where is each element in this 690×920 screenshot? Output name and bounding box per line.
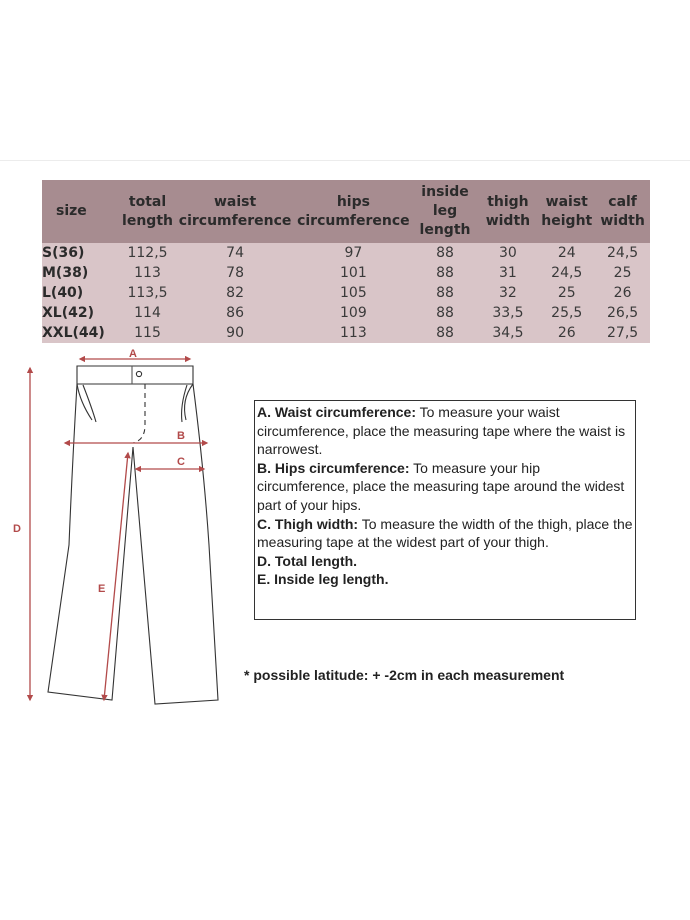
table-cell: 88 [413, 323, 478, 343]
header-waist-circumference: waist circumference [176, 180, 294, 243]
label-e: E [98, 583, 106, 595]
trousers-outline [48, 366, 218, 704]
table-cell: 34,5 [477, 323, 538, 343]
table-cell: 113 [119, 263, 176, 283]
measurement-instructions-box [254, 400, 636, 620]
trousers-measurement-diagram [0, 340, 250, 720]
table-cell: 78 [176, 263, 294, 283]
header-hips-circumference: hips circumference [294, 180, 412, 243]
header-inside-leg-length: inside leg length [413, 180, 478, 243]
instruction-b: B. Hips circumference: To measure your hip circumference, place the measuring tape around the widest part of your hips. [257, 459, 625, 513]
instruction-c: C. Thigh width: To measure the width of the thigh, place the measuring tape at the widest part of your thigh. [257, 515, 633, 551]
table-cell: 113 [294, 323, 412, 343]
table-cell: 32 [477, 283, 538, 303]
cell-size: S(36) [42, 243, 119, 263]
table-cell: 27,5 [595, 323, 650, 343]
instruction-a: A. Waist circumference: To measure your waist circumference, place the measuring tape where the waist is narrowest. [257, 404, 626, 458]
table-cell: 74 [176, 243, 294, 263]
cell-size: XXL(44) [42, 323, 119, 343]
table-cell: 101 [294, 263, 412, 283]
label-a: A [129, 348, 137, 360]
table-cell: 115 [119, 323, 176, 343]
label-c: C [177, 456, 185, 468]
table-cell: 26 [595, 283, 650, 303]
table-row [42, 263, 650, 283]
instruction-e: E. Inside leg length. [257, 571, 389, 588]
divider [0, 160, 690, 161]
table-cell: 86 [176, 303, 294, 323]
header-waist-height: waist height [538, 180, 595, 243]
table-cell: 88 [413, 283, 478, 303]
diagram-labels [13, 348, 185, 595]
table-header-row [42, 180, 650, 243]
table-row [42, 303, 650, 323]
table-cell: 88 [413, 263, 478, 283]
table-cell: 33,5 [477, 303, 538, 323]
table-cell: 24,5 [538, 263, 595, 283]
instruction-d: D. Total length. [257, 552, 358, 569]
table-cell: 90 [176, 323, 294, 343]
table-cell: 24,5 [595, 243, 650, 263]
table-cell: 109 [294, 303, 412, 323]
header-total-length: total length [119, 180, 176, 243]
table-cell: 105 [294, 283, 412, 303]
table-cell: 112,5 [119, 243, 176, 263]
table-cell: 24 [538, 243, 595, 263]
tolerance-note: * possible latitude: + -2cm in each measurement [244, 667, 565, 683]
header-calf-width: calf width [595, 180, 650, 243]
header-thigh-width: thigh width [477, 180, 538, 243]
table-row [42, 243, 650, 263]
label-b: B [177, 430, 185, 442]
cell-size: L(40) [42, 283, 119, 303]
table-cell: 25,5 [538, 303, 595, 323]
table-cell: 31 [477, 263, 538, 283]
table-cell: 82 [176, 283, 294, 303]
table-row [42, 283, 650, 303]
header-size: size [42, 180, 119, 243]
table-cell: 114 [119, 303, 176, 323]
cell-size: XL(42) [42, 303, 119, 323]
label-d: D [13, 523, 21, 535]
table-cell: 113,5 [119, 283, 176, 303]
table-cell: 26 [538, 323, 595, 343]
table-cell: 25 [538, 283, 595, 303]
cell-size: M(38) [42, 263, 119, 283]
measurement-arrows [30, 359, 207, 700]
table-cell: 88 [413, 243, 478, 263]
table-cell: 25 [595, 263, 650, 283]
table-cell: 30 [477, 243, 538, 263]
table-cell: 97 [294, 243, 412, 263]
size-chart-table [42, 180, 650, 343]
arrow-e [104, 453, 128, 700]
table-cell: 88 [413, 303, 478, 323]
table-cell: 26,5 [595, 303, 650, 323]
